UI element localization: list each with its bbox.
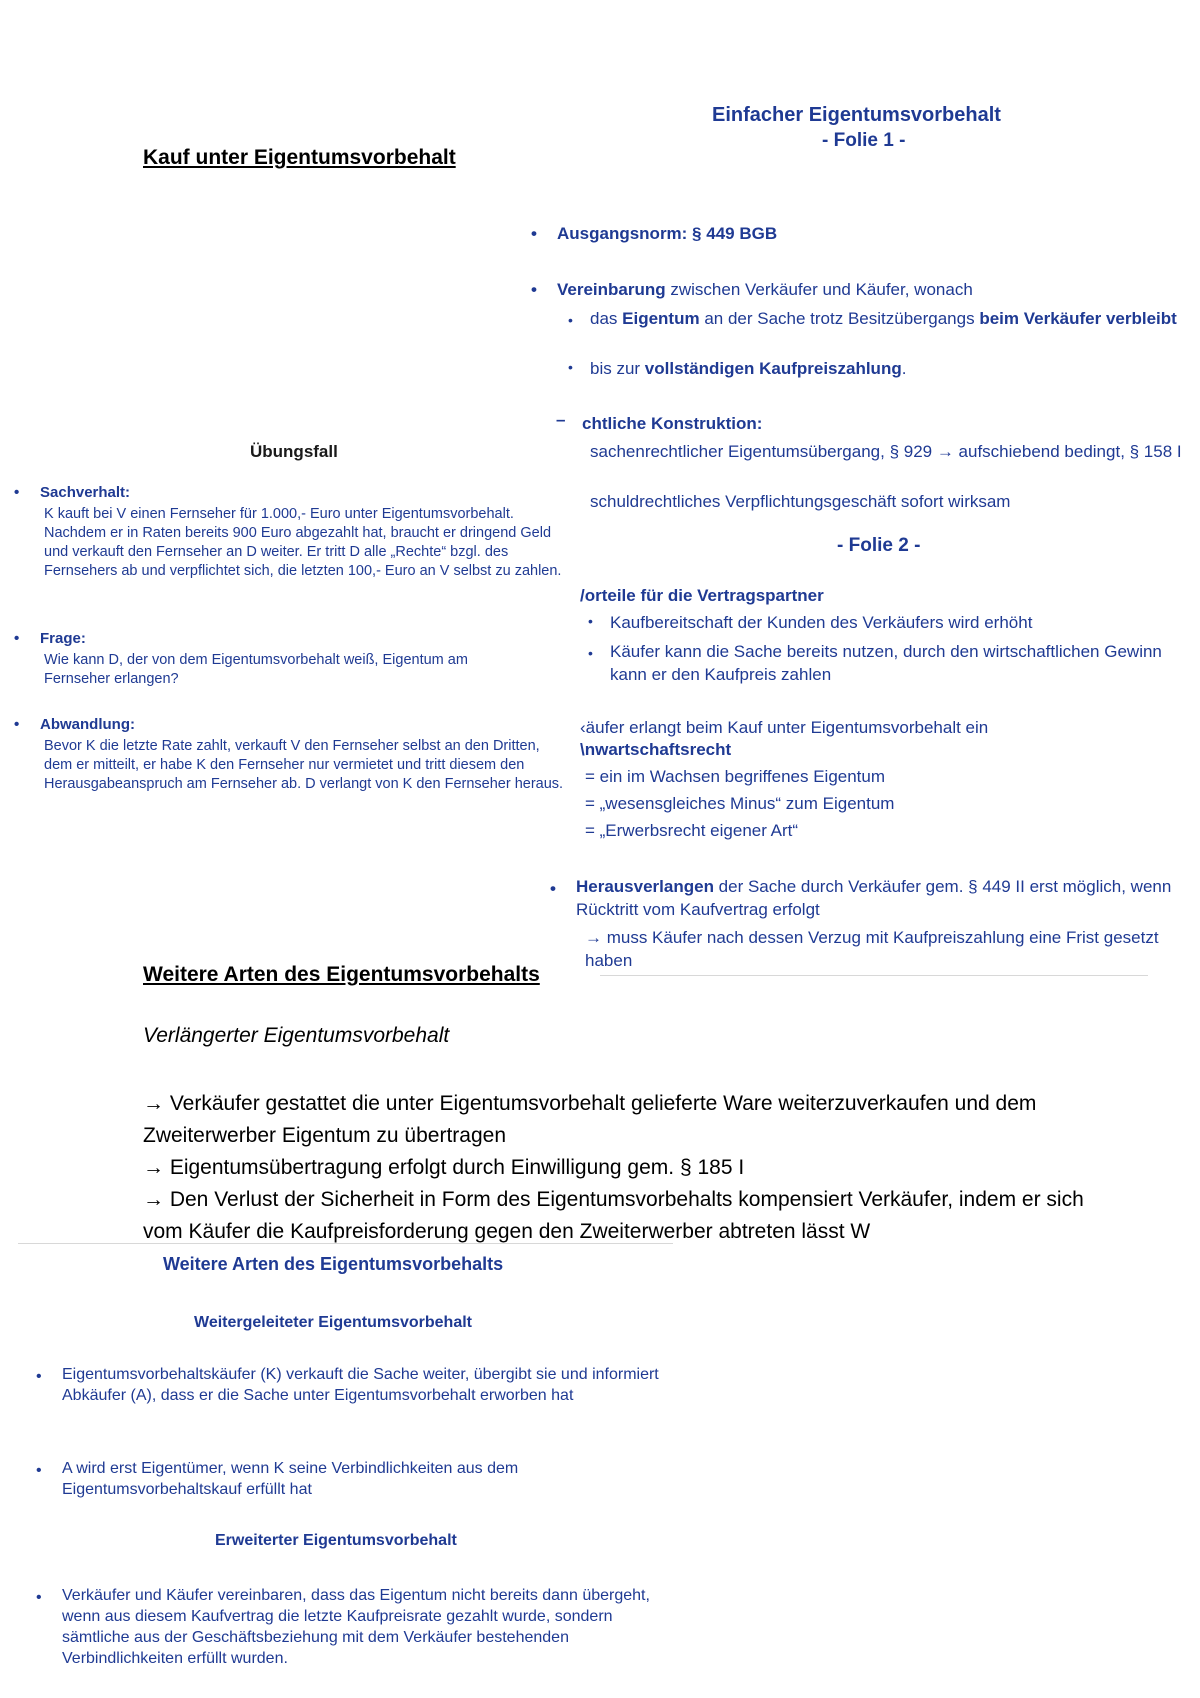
folie1-title: Einfacher Eigentumsvorbehalt	[712, 104, 1001, 126]
heraus-rest: der Sache durch Verkäufer gem. § 449 II erst möglich, wenn Rücktritt vom Kaufvertrag erfolgt	[576, 877, 1172, 919]
folie1-konstruktion-label: chtliche Konstruktion:	[582, 414, 763, 433]
folie2-divider	[600, 975, 1148, 976]
vereinbarung-bold: • Vereinbarung	[557, 280, 666, 299]
folie2-heraus-arrow: → muss Käufer nach dessen Verzug mit Kaufpreiszahlung eine Frist gesetzt haben	[585, 928, 1159, 970]
folie1-konstruktion-line1: sachenrechtlicher Eigentumsübergang, § 929 → aufschiebend bedingt, § 158 I	[590, 442, 1182, 461]
sachverhalt-label	[40, 484, 130, 501]
sachverhalt-label-text: • Sachverhalt:	[40, 484, 130, 501]
vorteil2-text: • Käufer kann die Sache bereits nutzen, durch den wirtschaftlichen Gewinn kann er den Kaufpreis zahlen	[610, 642, 1162, 684]
folie1-ausgangsnorm-label: • Ausgangsnorm: § 449 BGB	[557, 224, 777, 243]
weiterg-b1-text: • Eigentumsvorbehaltskäufer (K) verkauft die Sache weiter, übergibt sie und informiert Abkäufer (A), dass er die Sache unter Eigentumsvorbehalt erworben hat	[62, 1366, 659, 1404]
erweiterter-bullet-1	[62, 1585, 662, 1669]
folie2-eq-1: = ein im Wachsen begriffenes Eigentum	[585, 767, 886, 786]
folie1-dash: –	[556, 410, 566, 429]
folie2-vorteil-1	[610, 613, 1032, 633]
weitere-title: Weitere Arten des Eigentumsvorbehalts	[143, 963, 540, 986]
frage-label-text: • Frage:	[40, 630, 86, 647]
erweiterter-title: Erweiterter Eigentumsvorbehalt	[215, 1532, 457, 1549]
weitergeleiteter-title: Weitergeleiteter Eigentumsvorbehalt	[194, 1314, 472, 1331]
slide3-title: Weitere Arten des Eigentumsvorbehalts	[163, 1254, 504, 1274]
sub2-a: • bis zur	[590, 359, 645, 378]
weitere-line-1: → Verkäufer gestattet die unter Eigentumsvorbehalt gelieferte Ware weiterzuverkaufen und dem Zweiterwerber Eigentum zu übertragen	[143, 1092, 1037, 1147]
verlaengerter-title: Verlängerter Eigentumsvorbehalt	[143, 1024, 450, 1047]
folie2-eq-3: = „Erwerbsrecht eigener Art“	[585, 821, 799, 840]
abwandlung-text: Bevor K die letzte Rate zahlt, verkauft V den Fernseher selbst an den Dritten, dem er mitteilt, er habe K den Fernseher nur vermietet und tritt diesem den Herausgabeanspruch am Fernseher ab. D verlangt von K den Fernseher heraus.	[44, 738, 564, 792]
folie2-anwartschaft-line2: \nwartschaftsrecht	[580, 740, 732, 759]
sub1-a: • das	[590, 309, 622, 328]
heraus-bold: • Herausverlangen	[576, 877, 714, 896]
erw-b1-text: • Verkäufer und Käufer vereinbaren, dass das Eigentum nicht bereits dann übergeht, wenn aus diesem Kaufvertrag die letzte Kaufpreisrate gezahlt wurde, sondern sämtliche aus der Geschäftsbeziehung mit dem Verkäufer bestehenden Verbindlichkeiten erfüllt wurden.	[62, 1587, 650, 1667]
weitere-line-3: → Den Verlust der Sicherheit in Form des Eigentumsvorbehalts kompensiert Verkäufer, indem er sich vom Käufer die Kaufpreisforderung gegen den Zweiterwerber abtreten lässt W	[143, 1188, 1084, 1243]
slide3-top-divider	[18, 1243, 673, 1244]
folie1-subtitle: - Folie 1 -	[822, 130, 906, 151]
vorteil1-text: • Kaufbereitschaft der Kunden des Verkäufers wird erhöht	[610, 613, 1032, 632]
folie1-sub-eigentum	[590, 308, 1180, 330]
frage-text: Wie kann D, der von dem Eigentumsvorbehalt weiß, Eigentum am Fernseher erlangen?	[44, 652, 468, 687]
sub1-b: Eigentum	[622, 309, 700, 328]
folie2-vorteile-label: /orteile für die Vertragspartner	[580, 586, 824, 605]
sub2-c: .	[901, 359, 907, 378]
sub2-b: vollständigen Kaufpreiszahlung	[644, 359, 902, 378]
frage-label	[40, 630, 86, 647]
vereinbarung-rest: zwischen Verkäufer und Käufer, wonach	[665, 280, 973, 299]
folie2-eq-2: = „wesensgleiches Minus“ zum Eigentum	[585, 794, 895, 813]
folie2-anwartschaft-line1: ‹äufer erlangt beim Kauf unter Eigentumsvorbehalt ein	[580, 718, 989, 737]
weitere-line-2: → Eigentumsübertragung erfolgt durch Einwilligung gem. § 185 I	[143, 1156, 745, 1179]
folie2-subtitle: - Folie 2 -	[837, 535, 921, 556]
sachverhalt-text: K kauft bei V einen Fernseher für 1.000,- Euro unter Eigentumsvorbehalt. Nachdem er in Raten bereits 900 Euro abgezahlt hat, braucht er dringend Geld und verkauft den Fernseher an D weiter. Er tritt D alle „Rechte“ bzgl. des Fernsehers ab und verpflichtet sich, die letzten 100,- Euro an V selbst zu zahlen.	[44, 506, 562, 579]
abwandlung-label	[40, 716, 135, 733]
uebungsfall-title: Übungsfall	[250, 442, 338, 461]
abwandlung-label-text: • Abwandlung:	[40, 716, 135, 733]
sub1-c: an der Sache trotz Besitzübergangs	[699, 309, 980, 328]
folie2-vorteil-2	[610, 640, 1170, 686]
folie1-konstruktion-line2: schuldrechtliches Verpflichtungsgeschäft sofort wirksam	[590, 492, 1011, 511]
weiterg-b2-text: • A wird erst Eigentümer, wenn K seine Verbindlichkeiten aus dem Eigentumsvorbehaltskauf erfüllt hat	[62, 1460, 518, 1498]
weitergeleiteter-bullet-2	[62, 1458, 622, 1500]
folie2-herausverlangen	[576, 875, 1196, 921]
page-title: Kauf unter Eigentumsvorbehalt	[143, 146, 456, 169]
weitergeleiteter-bullet-1	[62, 1364, 662, 1406]
folie1-bullet-vereinbarung	[557, 280, 1177, 300]
sub1-d: beim Verkäufer verbleibt	[979, 309, 1177, 328]
folie1-sub-kaufpreis	[590, 359, 906, 379]
folie1-bullet-ausgangsnorm	[557, 224, 777, 244]
